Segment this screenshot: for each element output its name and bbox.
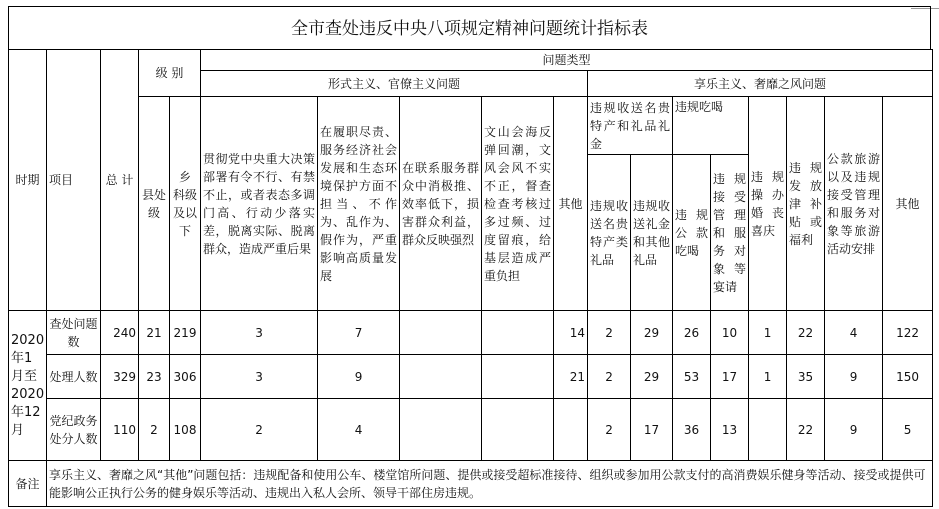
cell-wed: 1 xyxy=(749,311,787,355)
cell-f1: 3 xyxy=(201,355,318,399)
cell-travel: 9 xyxy=(825,355,883,399)
header-eating-public: 违规公款吃喝 xyxy=(673,155,711,311)
header-formalism-other: 其他 xyxy=(554,97,588,311)
cell-f4 xyxy=(482,311,554,355)
header-formalism: 形式主义、官僚主义问题 xyxy=(201,71,588,97)
cell-total: 240 xyxy=(101,311,139,355)
note-label: 备注 xyxy=(9,461,47,507)
cell-e2: 17 xyxy=(711,355,749,399)
table-title: 全市查处违反中央八项规定精神问题统计指标表 xyxy=(8,6,931,50)
note-text: 享乐主义、奢靡之风“其他”问题包括：违规配备和使用公车、楼堂馆所问题、提供或接受超标准接待、组织或参加用公款支付的高消费娱乐健身等活动、接受或提供可能影响公正执行公务的健身娱乐等活动、违规出入私人会所、领导干部住房违规。 xyxy=(47,461,933,507)
cell-county: 2 xyxy=(139,399,170,461)
cell-township: 306 xyxy=(170,355,201,399)
period-cell: 2020年1月至2020年12月 xyxy=(9,311,47,461)
statistics-table xyxy=(8,49,933,507)
table-row xyxy=(9,355,933,399)
row-item: 处理人数 xyxy=(47,355,101,399)
cell-f1: 2 xyxy=(201,399,318,461)
cell-f2: 9 xyxy=(318,355,400,399)
cell-e2: 13 xyxy=(711,399,749,461)
cell-county: 23 xyxy=(139,355,170,399)
header-weddings: 违规操办婚丧喜庆 xyxy=(749,97,787,311)
cell-g2: 29 xyxy=(631,311,673,355)
cell-travel: 4 xyxy=(825,311,883,355)
row-item: 查处问题数 xyxy=(47,311,101,355)
cell-township: 108 xyxy=(170,399,201,461)
header-item: 项目 xyxy=(47,50,101,311)
header-township-level: 乡 科级及以下 xyxy=(170,97,201,311)
cell-allow: 22 xyxy=(787,399,825,461)
note-row xyxy=(9,461,933,507)
header-eating: 违规吃喝 xyxy=(673,97,749,155)
table-row xyxy=(9,311,933,355)
header-travel: 公款旅游以及违规接受管理和服务对象等旅游活动安排 xyxy=(825,97,883,311)
cell-total: 329 xyxy=(101,355,139,399)
cell-county: 21 xyxy=(139,311,170,355)
cell-f5: 21 xyxy=(554,355,588,399)
cell-e2: 10 xyxy=(711,311,749,355)
header-gifts: 违规收送名贵特产和礼品礼金 xyxy=(588,97,673,155)
cell-f2: 7 xyxy=(318,311,400,355)
cell-total: 110 xyxy=(101,399,139,461)
cell-f1: 3 xyxy=(201,311,318,355)
header-formalism-2: 在履职尽责、服务经济社会发展和生态环境保护方面不担当、不作为、乱作为、假作为，严重影响高质量发展 xyxy=(318,97,400,311)
cell-g1: 2 xyxy=(588,311,631,355)
cell-g1: 2 xyxy=(588,399,631,461)
cell-f3 xyxy=(400,311,482,355)
cell-other: 5 xyxy=(883,399,933,461)
header-period: 时期 xyxy=(9,50,47,311)
cell-other: 150 xyxy=(883,355,933,399)
header-formalism-4: 文山会海反弹回潮，文风会风不实不正，督查检查考核过多过频、过度留痕，给基层造成严重负担 xyxy=(482,97,554,311)
header-hedonism-other: 其他 xyxy=(883,97,933,311)
header-eating-banquet: 违规接受管理和服务对象等宴请 xyxy=(711,155,749,311)
cell-f3 xyxy=(400,355,482,399)
cell-wed: 1 xyxy=(749,355,787,399)
cell-other: 122 xyxy=(883,311,933,355)
cell-f3 xyxy=(400,399,482,461)
cell-e1: 53 xyxy=(673,355,711,399)
header-county-level: 县处级 xyxy=(139,97,170,311)
header-gifts-specialty: 违规收送名贵特产类礼品 xyxy=(588,155,631,311)
cell-e1: 36 xyxy=(673,399,711,461)
header-gifts-cash: 违规收送礼金和其他礼品 xyxy=(631,155,673,311)
cell-f5 xyxy=(554,399,588,461)
row-item: 党纪政务处分人数 xyxy=(47,399,101,461)
cell-g2: 17 xyxy=(631,399,673,461)
cell-allow: 22 xyxy=(787,311,825,355)
cell-f4 xyxy=(482,355,554,399)
cell-e1: 26 xyxy=(673,311,711,355)
cell-f2: 4 xyxy=(318,399,400,461)
header-formalism-3: 在联系服务群众中消极推、效率低下，损害群众利益，群众反映强烈 xyxy=(400,97,482,311)
cell-f4 xyxy=(482,399,554,461)
header-allowances: 违规发放津补贴或福利 xyxy=(787,97,825,311)
header-hedonism: 享乐主义、奢靡之风问题 xyxy=(588,71,933,97)
cell-g2: 29 xyxy=(631,355,673,399)
header-problem-type: 问题类型 xyxy=(201,50,933,71)
header-level: 级 别 xyxy=(139,50,201,97)
cell-township: 219 xyxy=(170,311,201,355)
cell-allow: 35 xyxy=(787,355,825,399)
cell-g1: 2 xyxy=(588,355,631,399)
cell-travel: 9 xyxy=(825,399,883,461)
cell-wed xyxy=(749,399,787,461)
table-row xyxy=(9,399,933,461)
cell-f5: 14 xyxy=(554,311,588,355)
header-formalism-1: 贯彻党中央重大决策部署有令不行、有禁不止，或者表态多调门高、行动少落实差，脱离实际、脱离群众，造成严重后果 xyxy=(201,97,318,311)
header-total: 总 计 xyxy=(101,50,139,311)
